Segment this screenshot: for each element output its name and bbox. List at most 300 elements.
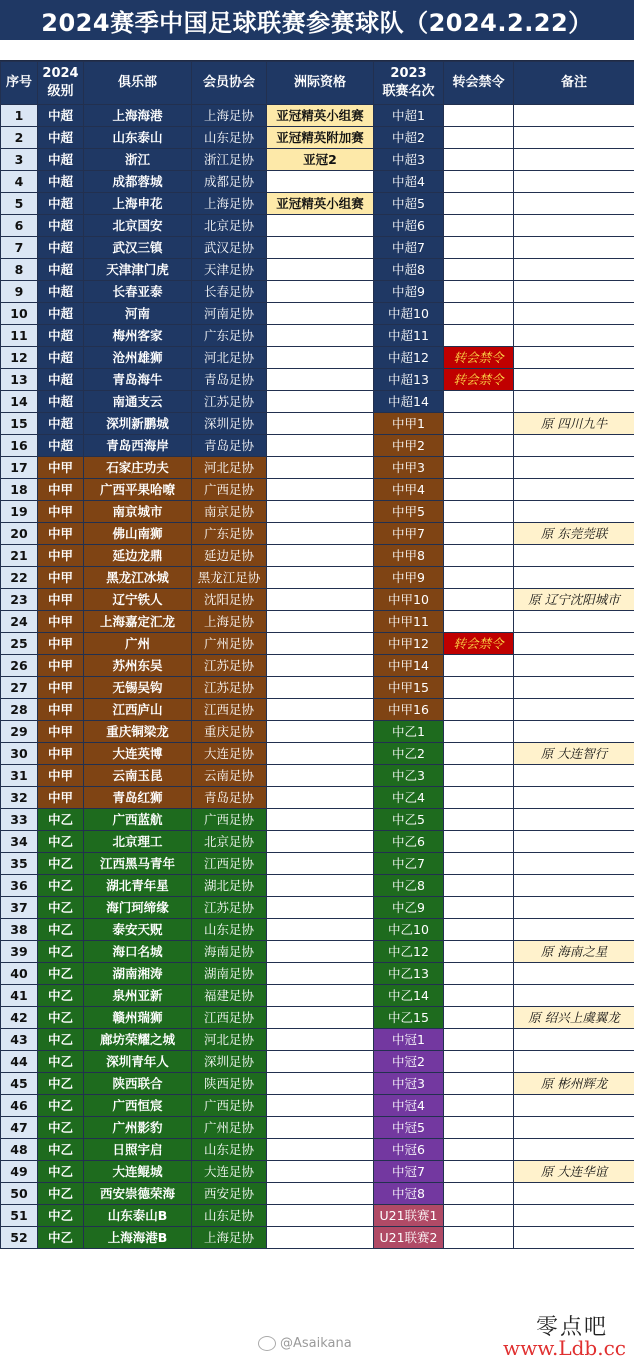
row-intl-cell [267,809,374,831]
row-ban-cell [444,259,514,281]
row-level-cell: 中甲 [38,633,84,655]
row-club-cell: 天津津门虎 [84,259,192,281]
row-rank-cell: 中乙15 [374,1007,444,1029]
row-intl-cell [267,677,374,699]
row-ban-cell [444,523,514,545]
row-level-cell: 中超 [38,347,84,369]
table-row [1,325,634,347]
row-rank-cell: 中甲9 [374,567,444,589]
row-club-cell: 上海嘉定汇龙 [84,611,192,633]
row-num-cell: 21 [1,545,38,567]
row-rank-cell: 中甲16 [374,699,444,721]
table-row [1,171,634,193]
row-intl-cell: 亚冠精英小组赛 [267,193,374,215]
row-club-cell: 山东泰山 [84,127,192,149]
row-num-cell: 22 [1,567,38,589]
row-num-cell: 15 [1,413,38,435]
row-num-cell: 8 [1,259,38,281]
row-intl-cell [267,347,374,369]
row-intl-cell [267,1139,374,1161]
row-rank-cell: 中超4 [374,171,444,193]
row-club-cell: 青岛红狮 [84,787,192,809]
table-row [1,1205,634,1227]
row-intl-cell [267,391,374,413]
row-note-cell [514,633,634,655]
row-club-cell: 石家庄功夫 [84,457,192,479]
row-club-cell: 辽宁铁人 [84,589,192,611]
row-num-cell: 52 [1,1227,38,1249]
row-assoc-cell: 青岛足协 [192,369,267,391]
row-note-cell [514,545,634,567]
row-assoc-cell: 南京足协 [192,501,267,523]
row-level-cell: 中乙 [38,875,84,897]
row-ban-cell [444,1029,514,1051]
row-level-cell: 中超 [38,105,84,127]
row-level-cell: 中超 [38,215,84,237]
row-level-cell: 中甲 [38,523,84,545]
row-note-cell: 原 海南之星 [514,941,634,963]
row-ban-cell [444,721,514,743]
row-assoc-cell: 深圳足协 [192,413,267,435]
row-num-cell: 27 [1,677,38,699]
table-row [1,721,634,743]
row-rank-cell: 中超14 [374,391,444,413]
row-num-cell: 38 [1,919,38,941]
row-note-cell [514,347,634,369]
row-note-cell [514,831,634,853]
row-note-cell [514,457,634,479]
row-ban-cell [444,699,514,721]
row-club-cell: 沧州雄狮 [84,347,192,369]
row-club-cell: 广西平果哈嘹 [84,479,192,501]
row-assoc-cell: 武汉足协 [192,237,267,259]
row-note-cell [514,369,634,391]
row-intl-cell [267,1051,374,1073]
teams-table [0,61,634,1249]
row-ban-cell [444,941,514,963]
row-rank-cell: 中乙13 [374,963,444,985]
row-rank-cell: 中甲15 [374,677,444,699]
row-assoc-cell: 大连足协 [192,743,267,765]
row-assoc-cell: 河北足协 [192,1029,267,1051]
row-intl-cell [267,1227,374,1249]
row-num-cell: 36 [1,875,38,897]
row-note-cell [514,567,634,589]
table-row [1,457,634,479]
row-ban-cell [444,435,514,457]
row-num-cell: 45 [1,1073,38,1095]
row-num-cell: 9 [1,281,38,303]
row-club-cell: 广西蓝航 [84,809,192,831]
table-row [1,545,634,567]
row-ban-cell [444,985,514,1007]
row-club-cell: 泉州亚新 [84,985,192,1007]
table-row [1,743,634,765]
row-level-cell: 中甲 [38,655,84,677]
row-rank-cell: 中乙10 [374,919,444,941]
row-note-cell [514,325,634,347]
row-rank-cell: 中甲11 [374,611,444,633]
row-intl-cell [267,171,374,193]
row-rank-cell: 中冠3 [374,1073,444,1095]
header-rank-line1: 2023 [390,66,427,81]
row-club-cell: 深圳新鹏城 [84,413,192,435]
row-note-cell [514,721,634,743]
row-level-cell: 中乙 [38,1117,84,1139]
row-club-cell: 北京国安 [84,215,192,237]
row-note-cell [514,105,634,127]
row-assoc-cell: 上海足协 [192,193,267,215]
row-rank-cell: 中超12 [374,347,444,369]
header-intl: 洲际资格 [267,62,374,105]
row-intl-cell [267,259,374,281]
row-note-cell [514,1095,634,1117]
row-assoc-cell: 江西足协 [192,699,267,721]
row-assoc-cell: 广西足协 [192,479,267,501]
table-body [1,105,634,1249]
row-assoc-cell: 西安足协 [192,1183,267,1205]
row-num-cell: 40 [1,963,38,985]
row-note-cell [514,655,634,677]
table-row [1,149,634,171]
row-assoc-cell: 广州足协 [192,1117,267,1139]
row-intl-cell [267,963,374,985]
row-num-cell: 2 [1,127,38,149]
row-assoc-cell: 云南足协 [192,765,267,787]
row-intl-cell [267,281,374,303]
row-ban-cell [444,149,514,171]
row-club-cell: 陕西联合 [84,1073,192,1095]
row-level-cell: 中甲 [38,743,84,765]
row-level-cell: 中超 [38,281,84,303]
row-club-cell: 北京理工 [84,831,192,853]
row-note-cell [514,809,634,831]
row-num-cell: 14 [1,391,38,413]
row-assoc-cell: 陕西足协 [192,1073,267,1095]
row-assoc-cell: 广东足协 [192,523,267,545]
row-ban-cell [444,1183,514,1205]
row-club-cell: 浙江 [84,149,192,171]
header-level [38,62,84,105]
row-assoc-cell: 河北足协 [192,457,267,479]
row-club-cell: 广州 [84,633,192,655]
row-note-cell: 原 彬州辉龙 [514,1073,634,1095]
row-num-cell: 4 [1,171,38,193]
row-num-cell: 23 [1,589,38,611]
row-note-cell [514,1227,634,1249]
row-level-cell: 中超 [38,193,84,215]
weibo-watermark [258,1336,352,1351]
row-rank-cell: 中超3 [374,149,444,171]
row-club-cell: 广州影豹 [84,1117,192,1139]
row-level-cell: 中超 [38,149,84,171]
row-num-cell: 47 [1,1117,38,1139]
row-note-cell [514,897,634,919]
row-level-cell: 中乙 [38,941,84,963]
table-row [1,985,634,1007]
row-assoc-cell: 江苏足协 [192,677,267,699]
row-club-cell: 湖南湘涛 [84,963,192,985]
table-row [1,369,634,391]
row-assoc-cell: 河北足协 [192,347,267,369]
table-row [1,611,634,633]
row-rank-cell: 中冠8 [374,1183,444,1205]
row-level-cell: 中超 [38,127,84,149]
row-intl-cell [267,237,374,259]
row-intl-cell [267,215,374,237]
row-ban-cell [444,413,514,435]
row-ban-cell [444,897,514,919]
table-row [1,1051,634,1073]
row-level-cell: 中乙 [38,1183,84,1205]
table-row [1,1007,634,1029]
row-ban-cell [444,1139,514,1161]
row-ban-cell [444,963,514,985]
row-intl-cell [267,897,374,919]
row-note-cell [514,919,634,941]
row-num-cell: 16 [1,435,38,457]
row-num-cell: 26 [1,655,38,677]
row-intl-cell [267,699,374,721]
row-rank-cell: 中冠1 [374,1029,444,1051]
header-row [1,62,634,105]
row-club-cell: 廊坊荣耀之城 [84,1029,192,1051]
row-rank-cell: 中冠5 [374,1117,444,1139]
row-assoc-cell: 江苏足协 [192,655,267,677]
table-row [1,1029,634,1051]
row-intl-cell [267,985,374,1007]
row-ban-cell [444,1007,514,1029]
row-ban-cell [444,875,514,897]
row-rank-cell: 中乙12 [374,941,444,963]
table-row [1,765,634,787]
row-assoc-cell: 上海足协 [192,1227,267,1249]
row-intl-cell [267,633,374,655]
row-intl-cell [267,523,374,545]
row-note-cell [514,237,634,259]
row-intl-cell [267,787,374,809]
table-row [1,479,634,501]
row-rank-cell: 中冠2 [374,1051,444,1073]
row-intl-cell [267,589,374,611]
row-num-cell: 51 [1,1205,38,1227]
row-rank-cell: 中乙6 [374,831,444,853]
table-row [1,809,634,831]
row-level-cell: 中乙 [38,985,84,1007]
row-level-cell: 中超 [38,391,84,413]
row-rank-cell: 中冠7 [374,1161,444,1183]
row-ban-cell [444,105,514,127]
row-assoc-cell: 浙江足协 [192,149,267,171]
row-assoc-cell: 深圳足协 [192,1051,267,1073]
row-club-cell: 山东泰山B [84,1205,192,1227]
row-intl-cell [267,435,374,457]
row-num-cell: 37 [1,897,38,919]
row-level-cell: 中超 [38,237,84,259]
row-num-cell: 30 [1,743,38,765]
row-intl-cell: 亚冠精英小组赛 [267,105,374,127]
row-num-cell: 46 [1,1095,38,1117]
row-num-cell: 11 [1,325,38,347]
row-ban-cell [444,787,514,809]
row-note-cell [514,281,634,303]
table-row [1,391,634,413]
table-row [1,501,634,523]
row-club-cell: 南通支云 [84,391,192,413]
row-assoc-cell: 广东足协 [192,325,267,347]
row-intl-cell [267,1117,374,1139]
row-rank-cell: 中乙5 [374,809,444,831]
row-num-cell: 31 [1,765,38,787]
row-intl-cell [267,831,374,853]
row-ban-cell: 转会禁令 [444,347,514,369]
row-ban-cell [444,677,514,699]
row-level-cell: 中超 [38,171,84,193]
row-num-cell: 43 [1,1029,38,1051]
table-row [1,633,634,655]
row-rank-cell: 中乙4 [374,787,444,809]
row-club-cell: 苏州东吴 [84,655,192,677]
row-num-cell: 49 [1,1161,38,1183]
row-level-cell: 中超 [38,259,84,281]
row-note-cell [514,259,634,281]
row-ban-cell [444,1205,514,1227]
row-num-cell: 5 [1,193,38,215]
row-assoc-cell: 青岛足协 [192,435,267,457]
row-ban-cell [444,809,514,831]
row-num-cell: 48 [1,1139,38,1161]
row-rank-cell: 中超11 [374,325,444,347]
row-rank-cell: U21联赛1 [374,1205,444,1227]
table-row [1,567,634,589]
row-assoc-cell: 广西足协 [192,809,267,831]
row-ban-cell [444,765,514,787]
row-level-cell: 中乙 [38,1029,84,1051]
row-rank-cell: 中冠6 [374,1139,444,1161]
row-rank-cell: 中超6 [374,215,444,237]
row-intl-cell [267,1007,374,1029]
weibo-icon [258,1336,276,1351]
row-level-cell: 中甲 [38,479,84,501]
row-note-cell [514,149,634,171]
row-note-cell [514,127,634,149]
row-club-cell: 上海海港 [84,105,192,127]
row-ban-cell [444,1117,514,1139]
row-rank-cell: 中甲1 [374,413,444,435]
row-intl-cell [267,765,374,787]
row-ban-cell [444,193,514,215]
row-rank-cell: 中甲2 [374,435,444,457]
row-club-cell: 广西恒宸 [84,1095,192,1117]
row-club-cell: 江西庐山 [84,699,192,721]
table-row [1,413,634,435]
row-num-cell: 28 [1,699,38,721]
row-num-cell: 32 [1,787,38,809]
header-ban: 转会禁令 [444,62,514,105]
header-num: 序号 [1,62,38,105]
row-note-cell [514,1029,634,1051]
row-note-cell [514,1051,634,1073]
row-rank-cell: 中超13 [374,369,444,391]
table-row [1,919,634,941]
row-num-cell: 50 [1,1183,38,1205]
row-ban-cell [444,1073,514,1095]
row-intl-cell [267,501,374,523]
row-assoc-cell: 江西足协 [192,1007,267,1029]
table-row [1,1227,634,1249]
row-club-cell: 大连鲲城 [84,1161,192,1183]
row-note-cell [514,391,634,413]
header-note: 备注 [514,62,634,105]
row-club-cell: 黑龙江冰城 [84,567,192,589]
row-intl-cell [267,1029,374,1051]
spacer-row [0,40,634,61]
row-club-cell: 青岛西海岸 [84,435,192,457]
row-intl-cell [267,479,374,501]
row-note-cell [514,215,634,237]
row-intl-cell [267,919,374,941]
row-level-cell: 中甲 [38,787,84,809]
row-level-cell: 中乙 [38,919,84,941]
row-note-cell [514,853,634,875]
row-assoc-cell: 大连足协 [192,1161,267,1183]
row-ban-cell [444,1051,514,1073]
row-ban-cell [444,237,514,259]
row-intl-cell [267,457,374,479]
row-club-cell: 成都蓉城 [84,171,192,193]
row-level-cell: 中乙 [38,853,84,875]
table-row [1,435,634,457]
row-club-cell: 梅州客家 [84,325,192,347]
row-note-cell [514,1117,634,1139]
row-level-cell: 中乙 [38,897,84,919]
row-club-cell: 泰安天贶 [84,919,192,941]
row-rank-cell: 中甲5 [374,501,444,523]
header-assoc: 会员协会 [192,62,267,105]
row-rank-cell: 中超5 [374,193,444,215]
row-level-cell: 中甲 [38,699,84,721]
row-intl-cell [267,721,374,743]
row-intl-cell [267,611,374,633]
row-note-cell [514,303,634,325]
row-note-cell [514,1205,634,1227]
row-note-cell [514,435,634,457]
row-club-cell: 赣州瑞狮 [84,1007,192,1029]
row-rank-cell: 中甲8 [374,545,444,567]
row-rank-cell: 中冠4 [374,1095,444,1117]
row-level-cell: 中甲 [38,457,84,479]
row-level-cell: 中乙 [38,1051,84,1073]
table-row [1,853,634,875]
row-note-cell [514,171,634,193]
row-note-cell: 原 大连华谊 [514,1161,634,1183]
row-note-cell [514,699,634,721]
row-club-cell: 无锡吴钩 [84,677,192,699]
row-ban-cell [444,1227,514,1249]
header-rank-line2: 联赛名次 [382,84,435,99]
row-intl-cell [267,853,374,875]
row-rank-cell: 中甲3 [374,457,444,479]
row-assoc-cell: 上海足协 [192,105,267,127]
row-assoc-cell: 北京足协 [192,215,267,237]
row-level-cell: 中乙 [38,1161,84,1183]
row-ban-cell [444,171,514,193]
row-rank-cell: 中甲10 [374,589,444,611]
row-rank-cell: 中乙3 [374,765,444,787]
table-row [1,963,634,985]
row-intl-cell [267,1161,374,1183]
table-row [1,831,634,853]
